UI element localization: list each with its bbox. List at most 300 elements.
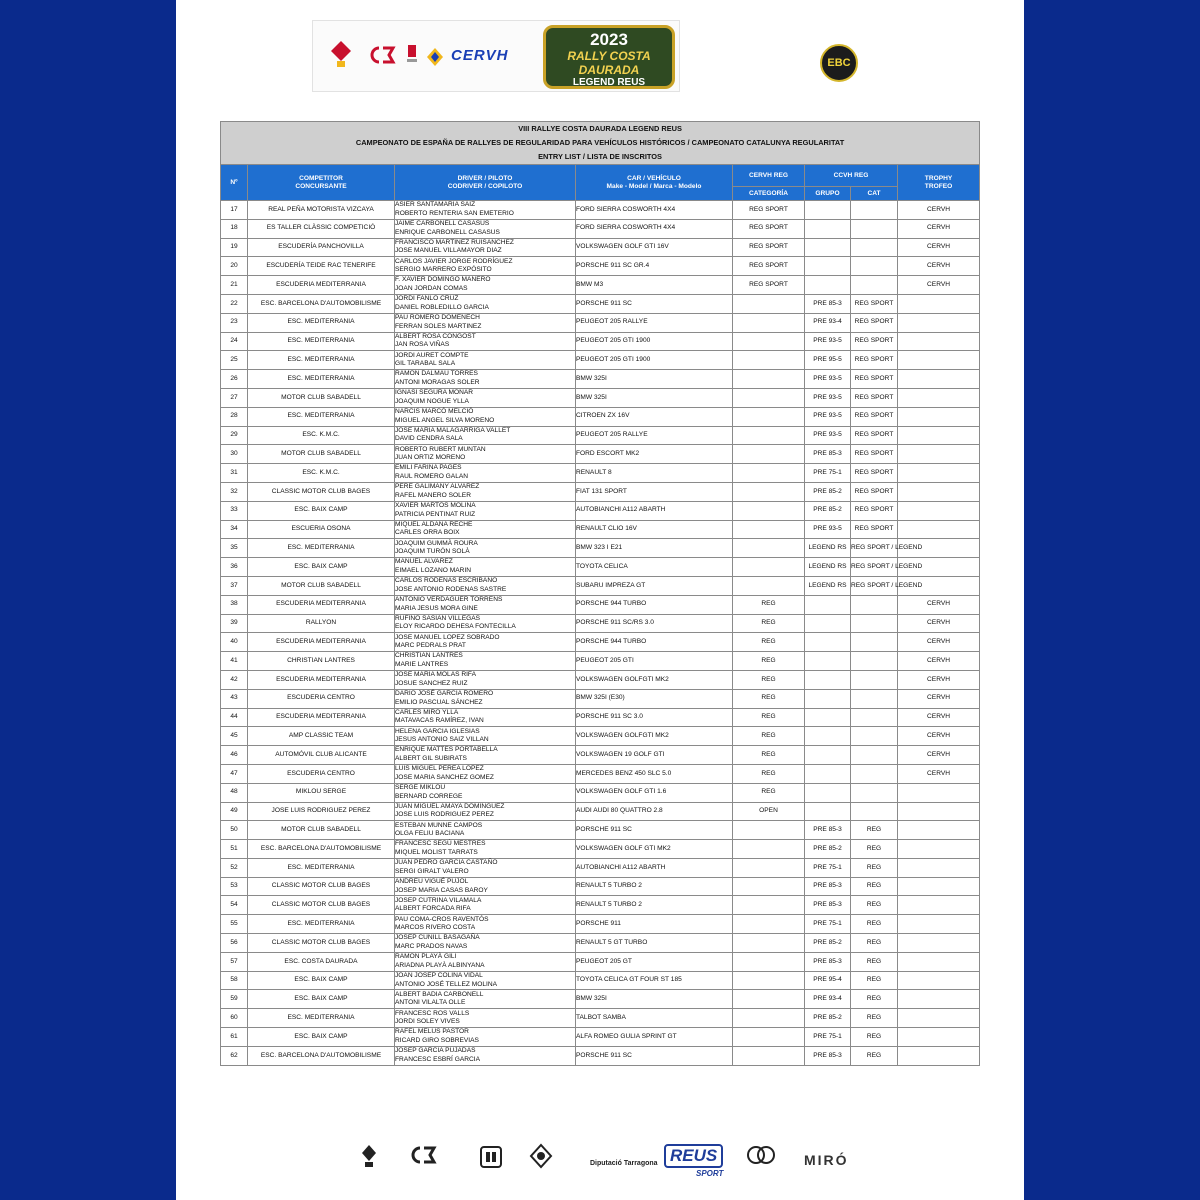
cervh-category-cell [733,1028,805,1047]
entry-number: 17 [221,201,248,220]
ccvh-cat-cell: REG SPORT / LEGEND [851,558,898,577]
driver-name: ALBERT ROSA CONGOST [395,332,476,340]
car-cell: VOLKSWAGEN GOLFGTI MK2 [576,727,733,746]
rally-name: RALLY COSTA DAURADA [567,49,651,77]
header-driver-label: DRIVER / PILOTO [457,174,513,182]
entry-number: 34 [221,520,248,539]
ccvh-cat-cell [851,802,898,821]
crew-cell [395,783,576,802]
cervh-category-cell [733,840,805,859]
table-row [221,746,980,765]
trophy-cell [898,990,980,1009]
crew-cell [395,802,576,821]
ccvh-cat-cell: REG SPORT [851,351,898,370]
driver-name: JOSEP GARCIA PUJADAS [395,1047,476,1055]
event-title: VIII RALLYE COSTA DAURADA LEGEND REUS [221,122,980,137]
trophy-cell [898,332,980,351]
driver-name: CARLOS JAVIER JORGE RODRÍGUEZ [395,257,513,265]
codriver-name: RAFEL MANERO SOLER [395,491,471,499]
cervh-category-cell [733,821,805,840]
cervh-category-cell [733,858,805,877]
cervh-category-cell [733,1046,805,1065]
ccvh-cat-cell: REG [851,1046,898,1065]
competitor-cell: ESC. MEDITERRANIA [248,351,395,370]
codriver-name: ENRIQUE CARBONELL CASASUS [395,228,500,236]
competitor-cell: RALLYON [248,614,395,633]
header-competitor-en: COMPETITOR [299,174,343,182]
table-row [221,426,980,445]
codriver-name: RAUL ROMERO GALAN [395,473,469,481]
competitor-cell: ESCUDERIA MEDITERRANIA [248,633,395,652]
car-cell: PORSCHE 911 SC [576,294,733,313]
cervh-category-cell [733,294,805,313]
crew-cell [395,370,576,389]
ccvh-group-cell [805,783,851,802]
ccvh-cat-cell: REG [851,990,898,1009]
ccvh-cat-cell: REG [851,952,898,971]
trophy-cell [898,388,980,407]
crew-cell [395,990,576,1009]
header-trophy [898,165,980,201]
trophy-cell: CERVH [898,633,980,652]
ccvh-group-cell [805,727,851,746]
entry-number: 18 [221,219,248,238]
cervh-category-cell: REG SPORT [733,238,805,257]
entry-number: 30 [221,445,248,464]
entry-rows [221,201,980,1066]
car-cell: PEUGEOT 205 GTI 1900 [576,332,733,351]
entry-number: 54 [221,896,248,915]
codriver-name: FERRAN SOLES MARTINEZ [395,322,482,330]
driver-name: XAVIER MARTOS MOLINA [395,502,476,510]
crew-cell [395,595,576,614]
driver-name: JORDI FANLO CRUZ [395,295,459,303]
driver-name: JUAN PEDRO GARCIA CASTAÑO [395,859,498,867]
driver-name: PERE GALIMANY ALVAREZ [395,483,480,491]
crew-cell [395,464,576,483]
codriver-name: JOAQUIM TURÓN SOLÀ [395,548,470,556]
driver-name: IGNASI SEGURA MONAR [395,389,474,397]
crew-cell [395,689,576,708]
table-row [221,595,980,614]
table-row [221,332,980,351]
cervh-category-cell [733,990,805,1009]
crew-cell [395,407,576,426]
car-cell: VOLKSWAGEN 19 GOLF GTI [576,746,733,765]
cervh-category-cell [733,915,805,934]
ccvh-cat-cell: REG [851,840,898,859]
crew-cell [395,201,576,220]
entry-number: 45 [221,727,248,746]
ccvh-group-cell: PRE 85-2 [805,934,851,953]
cervh-category-cell: REG SPORT [733,219,805,238]
ccvh-group-cell: PRE 93-5 [805,388,851,407]
codriver-name: ROBERTO RENTERIA SAN EMETERIO [395,209,514,217]
trophy-cell: CERVH [898,257,980,276]
table-row [221,952,980,971]
entry-number: 35 [221,539,248,558]
codriver-name: CARLES ORRA BOIX [395,529,460,537]
table-row [221,407,980,426]
codriver-name: SERGI GIRALT VALERO [395,867,469,875]
driver-name: RAMON DALMAU TORRES [395,370,478,378]
cervh-category-cell [733,952,805,971]
ccvh-group-cell: PRE 85-3 [805,445,851,464]
crew-cell [395,1028,576,1047]
table-row [221,201,980,220]
car-cell: VOLKSWAGEN GOLF GTI 1.6 [576,783,733,802]
driver-name: LUIS MIGUEL PEREA LOPEZ [395,765,484,773]
entry-number: 60 [221,1009,248,1028]
cervh-category-cell [733,896,805,915]
ccvh-cat-cell: REG [851,896,898,915]
codriver-name: ALBERT FORCADA RIFA [395,905,471,913]
ccvh-group-cell [805,276,851,295]
ccvh-group-cell: PRE 93-5 [805,520,851,539]
ccvh-group-cell: PRE 85-3 [805,952,851,971]
crew-cell [395,614,576,633]
driver-name: F. XAVIER DOMINGO MANERO [395,276,491,284]
entry-number: 56 [221,934,248,953]
ccvh-group-cell: PRE 85-3 [805,821,851,840]
trophy-cell [898,952,980,971]
entry-number: 55 [221,915,248,934]
entry-number: 33 [221,501,248,520]
ccvh-cat-cell [851,595,898,614]
entry-number: 52 [221,858,248,877]
codriver-name: ELOY RICARDO DEHESA FONTECILLA [395,623,516,631]
codriver-name: JESUS ANTONIO SAIZ VILLAN [395,736,489,744]
table-row [221,464,980,483]
header-competitor-es: CONCURSANTE [295,182,347,190]
competitor-cell: ESCUDERIA CENTRO [248,689,395,708]
ccvh-group-cell: PRE 93-4 [805,990,851,1009]
cervh-category-cell: REG [733,633,805,652]
trophy-cell: CERVH [898,201,980,220]
driver-name: NARCIS MARCÓ MELCIÓ [395,408,474,416]
ccvh-cat-cell: REG [851,971,898,990]
competitor-cell: ESCUDERÍA PANCHOVILLA [248,238,395,257]
ccvh-group-cell: PRE 75-1 [805,464,851,483]
cervh-category-cell [733,445,805,464]
entry-number: 37 [221,576,248,595]
trophy-cell: CERVH [898,595,980,614]
car-cell: FORD ESCORT MK2 [576,445,733,464]
ccvh-cat-cell [851,670,898,689]
cervh-category-cell [733,501,805,520]
trophy-cell: CERVH [898,746,980,765]
crew-cell [395,652,576,671]
footer-logos [176,1138,1024,1194]
codriver-name: JUAN ORTIZ MORENO [395,454,466,462]
codriver-name: GIL TARABAL SALA [395,360,456,368]
trophy-cell: CERVH [898,652,980,671]
ebc-logo [820,44,858,82]
cervh-logo: CERVH [451,47,509,64]
driver-name: ASIER SANTAMARIA SAIZ [395,201,476,209]
driver-name: DARIO JOSÉ GARCIA ROMERO [395,690,494,698]
trophy-cell: CERVH [898,727,980,746]
header-number: Nº [221,165,248,201]
car-cell: BMW 323 I E21 [576,539,733,558]
table-row [221,276,980,295]
driver-name: FRANCISCO MARTINEZ RUISANCHEZ [395,238,514,246]
codriver-name: JORDI SOLEY VIVES [395,1018,460,1026]
car-cell: PEUGEOT 205 RALLYE [576,313,733,332]
cervh-category-cell: REG SPORT [733,276,805,295]
ccvh-group-cell: PRE 93-4 [805,313,851,332]
crew-cell [395,238,576,257]
header-logos [176,18,1024,93]
cervh-category-cell [733,934,805,953]
header-car [576,165,733,201]
cervh-category-cell [733,332,805,351]
crew-cell [395,934,576,953]
entry-number: 21 [221,276,248,295]
driver-name: ALBERT BADIA CARBONELL [395,990,484,998]
ccvh-group-cell [805,764,851,783]
codriver-name: JOSEP MARIA CASAS BAROY [395,886,488,894]
ccvh-cat-cell: REG [851,915,898,934]
cervh-category-cell [733,877,805,896]
ccvh-group-cell: PRE 85-3 [805,877,851,896]
cervh-category-cell [733,351,805,370]
entry-number: 31 [221,464,248,483]
cervh-category-cell: REG [733,783,805,802]
crew-cell [395,576,576,595]
trophy-cell [898,407,980,426]
competitor-cell: MOTOR CLUB SABADELL [248,576,395,595]
ccvh-group-cell [805,746,851,765]
codriver-name: JOSUE SANCHEZ RUIZ [395,679,468,687]
rfeda-emblem-logo [425,47,445,67]
car-cell: FORD SIERRA COSWORTH 4X4 [576,219,733,238]
entry-number: 53 [221,877,248,896]
crew-cell [395,294,576,313]
ccvh-cat-cell: REG [851,1028,898,1047]
cervh-category-cell [733,520,805,539]
codriver-name: DANIEL ROBLEDILLO GARCIA [395,303,489,311]
csd-logo [367,45,397,65]
ccvh-group-cell: PRE 85-3 [805,1046,851,1065]
codriver-name: FRANCESC ESBRÍ GARCIA [395,1055,481,1063]
competitor-cell: ESCUDERIA MEDITERRANIA [248,595,395,614]
ccvh-cat-cell: REG SPORT [851,370,898,389]
table-row [221,445,980,464]
reus-text: REUS [670,1146,718,1165]
trophy-cell [898,802,980,821]
crew-cell [395,764,576,783]
car-cell: BMW 325I [576,990,733,1009]
entry-number: 46 [221,746,248,765]
car-cell: PORSCHE 911 SC/RS 3.0 [576,614,733,633]
driver-name: ENRIQUE MATTES PORTABELLA [395,746,498,754]
trophy-cell [898,1046,980,1065]
mini-footer-logo [746,1144,776,1166]
ccvh-group-cell [805,689,851,708]
table-row [221,539,980,558]
ccvh-group-cell: LEGEND RS [805,558,851,577]
driver-name: HELENA GARCIA IGLESIAS [395,727,480,735]
cervh-category-cell [733,407,805,426]
ccvh-group-cell: PRE 93-5 [805,332,851,351]
ccvh-group-cell: PRE 85-3 [805,896,851,915]
car-cell: BMW 325I [576,388,733,407]
driver-name: CARLES MIRO YLLA [395,708,459,716]
trophy-cell [898,464,980,483]
ccvh-cat-cell: REG SPORT [851,332,898,351]
competitor-cell: ESC. COSTA DAURADA [248,952,395,971]
entry-number: 27 [221,388,248,407]
trophy-cell: CERVH [898,219,980,238]
competitor-cell: ESC. MEDITERRANIA [248,332,395,351]
entry-list-table [220,121,980,1066]
ccvh-group-cell: PRE 75-1 [805,1028,851,1047]
entry-number: 28 [221,407,248,426]
ccvh-cat-cell: REG SPORT [851,388,898,407]
car-cell: RENAULT CLIO 16V [576,520,733,539]
competitor-cell: AUTOMÓVIL CLUB ALICANTE [248,746,395,765]
header-cat: CAT [851,187,898,201]
entry-number: 32 [221,482,248,501]
ccvh-cat-cell: REG SPORT [851,445,898,464]
codriver-name: ALBERT GIL SUBIRATS [395,755,467,762]
driver-name: RAFEL MELUS PASTOR [395,1028,469,1036]
entry-number: 29 [221,426,248,445]
codriver-name: EIMAEL LOZANO MARIN [395,567,471,575]
cervh-category-cell: REG [733,727,805,746]
cervh-category-cell [733,313,805,332]
table-row [221,501,980,520]
codriver-name: JOSE MANUEL VILLAMAYOR DIAZ [395,247,502,255]
codriver-name: MARC PRADOS NAVAS [395,942,468,950]
trophy-cell [898,934,980,953]
ccvh-cat-cell: REG SPORT [851,482,898,501]
trophy-cell [898,1028,980,1047]
codriver-name: JOSE ANTONIO RODENAS SASTRE [395,585,507,593]
codriver-name: JOAN JORDAN COMAS [395,285,468,293]
trophy-cell: CERVH [898,276,980,295]
ccvh-cat-cell [851,238,898,257]
table-row [221,614,980,633]
competitor-cell: CLASSIC MOTOR CLUB BAGES [248,482,395,501]
table-row [221,840,980,859]
competitor-cell: MIKLOU SERGE [248,783,395,802]
table-row [221,576,980,595]
ccvh-group-cell: PRE 75-1 [805,915,851,934]
codriver-name: MARCOS RIVERO COSTA [395,924,476,932]
header-cervh-reg: CERVH REG [733,165,805,187]
table-row [221,257,980,276]
entry-number: 59 [221,990,248,1009]
competitor-cell: ESC. BARCELONA D'AUTOMOBILISME [248,1046,395,1065]
driver-name: PAU COMA-CROS RAVENTÓS [395,915,489,923]
crew-cell [395,840,576,859]
car-cell: TALBOT SAMBA [576,1009,733,1028]
entry-number: 47 [221,764,248,783]
ccvh-cat-cell [851,727,898,746]
ccvh-cat-cell [851,783,898,802]
codriver-name: JOSE LUIS RODRIGUEZ PEREZ [395,811,494,819]
car-cell: RENAULT 5 GT TURBO [576,934,733,953]
diputacio-tarragona-text: Diputació Tarragona [590,1160,658,1167]
codriver-name: JOAQUIM NOGUE YLLA [395,397,469,405]
codriver-name: DAVID CENDRA SALA [395,435,463,443]
driver-name: JOSE MARIA MALAGARRIGA VALLET [395,426,511,434]
entry-number: 50 [221,821,248,840]
trophy-cell: CERVH [898,670,980,689]
driver-name: SERGE MIKLOU [395,784,446,791]
competitor-cell: ESC. MEDITERRANIA [248,407,395,426]
crew-cell [395,708,576,727]
codriver-name: JOSE MARIA SANCHEZ GOMEZ [395,773,494,781]
table-row [221,652,980,671]
header-codriver-label: CODRIVER / COPILOTO [447,182,523,190]
table-row [221,689,980,708]
car-cell: RENAULT 5 TURBO 2 [576,877,733,896]
crew-cell [395,727,576,746]
header-trophy-es: TROFEO [924,182,953,190]
ccvh-cat-cell [851,633,898,652]
codriver-name: PATRICIA PENTINAT RUIZ [395,510,476,518]
ccvh-group-cell: PRE 85-2 [805,482,851,501]
ccvh-cat-cell: REG [851,877,898,896]
trophy-cell [898,520,980,539]
table-row [221,896,980,915]
car-cell: ALFA ROMEO GULIA SPRINT GT [576,1028,733,1047]
driver-name: JOAQUIM GUMMÀ ROURA [395,539,478,547]
driver-name: FRANCESC SEGÚ MESTRES [395,840,486,848]
driver-name: FRANCESC ROS VALLS [395,1009,470,1017]
ccvh-cat-cell [851,201,898,220]
cervh-category-cell [733,370,805,389]
competitor-cell: ESC. BAIX CAMP [248,990,395,1009]
driver-name: JOSE MARIA MOLAS RIFA [395,671,476,679]
table-row [221,764,980,783]
crew-cell [395,482,576,501]
table-row [221,821,980,840]
rally-subtitle: LEGEND REUS [572,77,646,88]
trophy-cell [898,821,980,840]
car-cell: PEUGEOT 205 RALLYE [576,426,733,445]
driver-name: EMILI FARINA PAGES [395,464,462,472]
driver-name: MIQUEL ALDANA RECHE [395,520,473,528]
ccvh-cat-cell [851,689,898,708]
competitor-cell: ESC. MEDITERRANIA [248,915,395,934]
ccvh-cat-cell: REG SPORT [851,520,898,539]
trophy-cell [898,915,980,934]
ccvh-group-cell [805,708,851,727]
header-categoria: CATEGORÍA [733,187,805,201]
driver-name: PAU ROMERO DOMENECH [395,314,480,322]
table-row [221,219,980,238]
ccvh-cat-cell: REG SPORT [851,464,898,483]
crew-cell [395,219,576,238]
car-cell: PORSCHE 911 SC GR.4 [576,257,733,276]
federation-footer-logo [360,1144,378,1170]
competitor-cell: AMP CLASSIC TEAM [248,727,395,746]
ccvh-group-cell: PRE 85-2 [805,501,851,520]
driver-name: RAMON PLAYÀ GILI [395,953,457,961]
ccvh-group-cell [805,219,851,238]
car-cell: FIAT 131 SPORT [576,482,733,501]
competitor-cell: ES TALLER CLÀSSIC COMPETICIÓ [248,219,395,238]
competitor-cell: ESC. MEDITERRANIA [248,313,395,332]
competitor-cell: REAL PEÑA MOTORISTA VIZCAYA [248,201,395,220]
trophy-cell [898,858,980,877]
car-cell: AUTOBIANCHI A112 ABARTH [576,501,733,520]
entry-number: 25 [221,351,248,370]
